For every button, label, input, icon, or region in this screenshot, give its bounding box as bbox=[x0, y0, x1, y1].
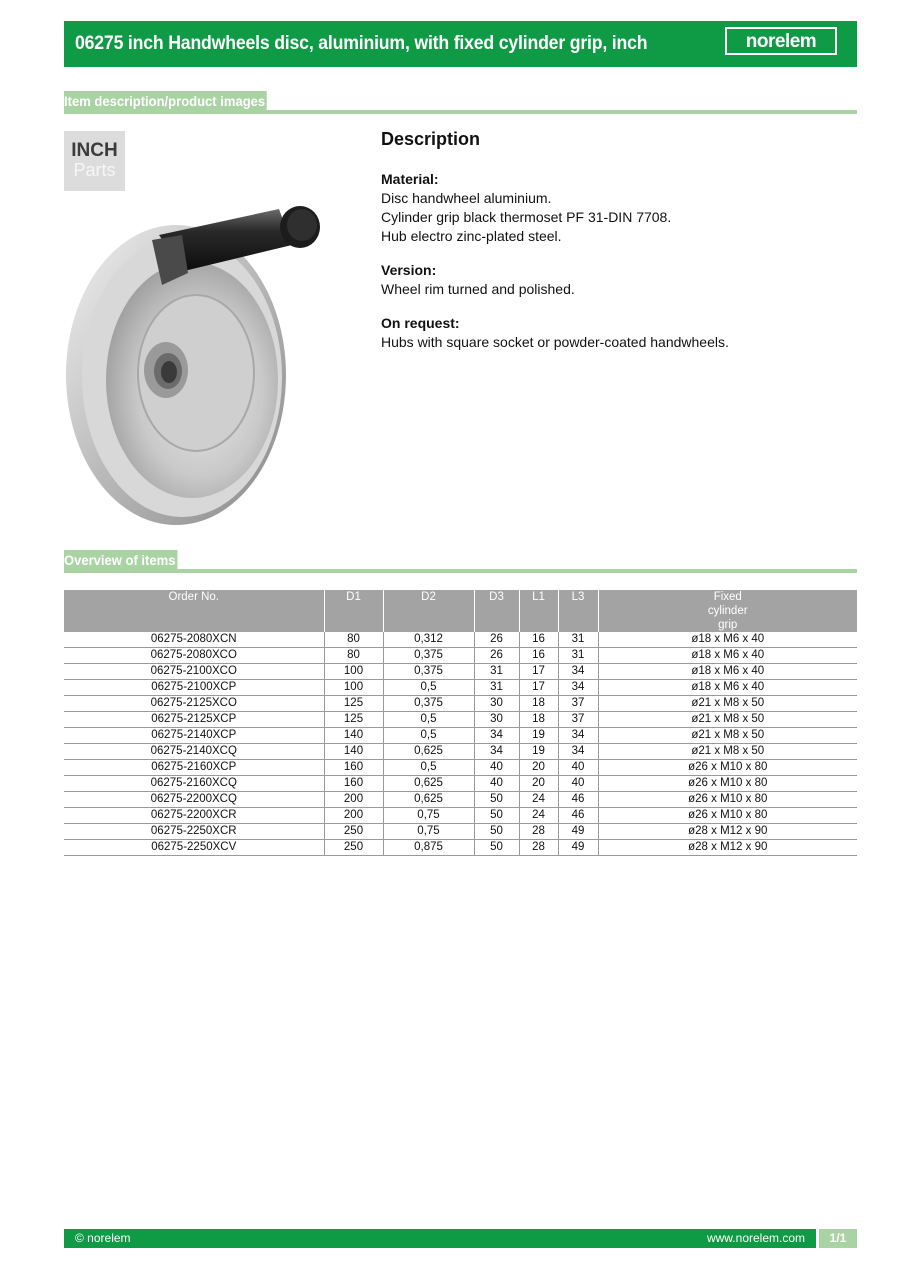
table-row bbox=[64, 632, 857, 648]
table-cell: 31 bbox=[558, 648, 598, 664]
table-body bbox=[64, 632, 857, 856]
table-cell: 250 bbox=[324, 840, 383, 856]
column-header: D3 bbox=[474, 590, 519, 632]
table-cell: 06275-2100XCP bbox=[64, 680, 324, 696]
table-cell: 140 bbox=[324, 744, 383, 760]
table-cell: 37 bbox=[558, 696, 598, 712]
table-cell: 06275-2200XCQ bbox=[64, 792, 324, 808]
table-cell: ø28 x M12 x 90 bbox=[598, 824, 857, 840]
table-cell: 0,625 bbox=[383, 792, 474, 808]
table-row bbox=[64, 712, 857, 728]
table-row bbox=[64, 696, 857, 712]
on-request-block bbox=[381, 314, 851, 352]
page-number: 1/1 bbox=[816, 1229, 857, 1248]
table-row bbox=[64, 680, 857, 696]
table-header-row bbox=[64, 590, 857, 632]
table-cell: 0,375 bbox=[383, 664, 474, 680]
table-cell: 30 bbox=[474, 712, 519, 728]
table-cell: 0,375 bbox=[383, 648, 474, 664]
table-cell: 0,5 bbox=[383, 760, 474, 776]
table-row bbox=[64, 648, 857, 664]
section-rule bbox=[64, 569, 857, 573]
inch-parts-badge bbox=[64, 131, 125, 191]
table-row bbox=[64, 824, 857, 840]
page-header bbox=[64, 21, 857, 67]
table-cell: 26 bbox=[474, 648, 519, 664]
table-cell: 16 bbox=[519, 648, 558, 664]
table-cell: 40 bbox=[474, 760, 519, 776]
logo-wordmark bbox=[729, 31, 833, 51]
table-row bbox=[64, 664, 857, 680]
table-cell: 06275-2200XCR bbox=[64, 808, 324, 824]
table-row bbox=[64, 760, 857, 776]
column-header: D1 bbox=[324, 590, 383, 632]
section-label-description: Item description/product images bbox=[64, 91, 267, 112]
table-row bbox=[64, 744, 857, 760]
table-cell: 20 bbox=[519, 776, 558, 792]
table-cell: ø18 x M6 x 40 bbox=[598, 632, 857, 648]
table-cell: 160 bbox=[324, 760, 383, 776]
table-row bbox=[64, 776, 857, 792]
table-cell: 19 bbox=[519, 728, 558, 744]
table-cell: ø26 x M10 x 80 bbox=[598, 808, 857, 824]
table-cell: 0,375 bbox=[383, 696, 474, 712]
column-header: L3 bbox=[558, 590, 598, 632]
table-cell: 80 bbox=[324, 632, 383, 648]
table-row bbox=[64, 840, 857, 856]
table-cell: 125 bbox=[324, 696, 383, 712]
table-cell: 125 bbox=[324, 712, 383, 728]
table-cell: 50 bbox=[474, 792, 519, 808]
table-cell: 31 bbox=[558, 632, 598, 648]
table-cell: ø18 x M6 x 40 bbox=[598, 648, 857, 664]
table-cell: 24 bbox=[519, 792, 558, 808]
badge-line-2: Parts bbox=[73, 160, 116, 180]
table-cell: 06275-2160XCQ bbox=[64, 776, 324, 792]
table-cell: 34 bbox=[474, 744, 519, 760]
table-cell: 06275-2250XCR bbox=[64, 824, 324, 840]
table-cell: 06275-2080XCO bbox=[64, 648, 324, 664]
page-title: 06275 inch Handwheels disc, aluminium, with fixed cylinder grip, inch bbox=[75, 33, 648, 54]
table-cell: 20 bbox=[519, 760, 558, 776]
table-cell: ø18 x M6 x 40 bbox=[598, 680, 857, 696]
version-block bbox=[381, 261, 851, 299]
table-cell: 34 bbox=[474, 728, 519, 744]
table-cell: 34 bbox=[558, 744, 598, 760]
table-cell: ø26 x M10 x 80 bbox=[598, 760, 857, 776]
table-cell: 50 bbox=[474, 808, 519, 824]
table-cell: 06275-2125XCO bbox=[64, 696, 324, 712]
column-header: Order No. bbox=[64, 590, 324, 632]
handwheel-product-image bbox=[64, 195, 326, 530]
table-cell: 28 bbox=[519, 840, 558, 856]
material-line: Disc handwheel aluminium. bbox=[381, 190, 552, 206]
table-cell: 100 bbox=[324, 664, 383, 680]
svg-text:norelem: norelem bbox=[745, 31, 817, 51]
table-cell: 140 bbox=[324, 728, 383, 744]
footer-website-link[interactable]: www.norelem.com bbox=[706, 1231, 805, 1245]
description-title: Description bbox=[381, 129, 481, 149]
material-block bbox=[381, 170, 851, 246]
table-cell: ø21 x M8 x 50 bbox=[598, 712, 857, 728]
table-cell: 80 bbox=[324, 648, 383, 664]
table-cell: 0,625 bbox=[383, 776, 474, 792]
overview-section-head bbox=[64, 550, 857, 573]
table-cell: ø26 x M10 x 80 bbox=[598, 792, 857, 808]
table-cell: 0,5 bbox=[383, 712, 474, 728]
table-cell: 06275-2080XCN bbox=[64, 632, 324, 648]
table-cell: 06275-2140XCP bbox=[64, 728, 324, 744]
table-cell: 0,75 bbox=[383, 824, 474, 840]
table-cell: 0,5 bbox=[383, 680, 474, 696]
table-cell: 0,312 bbox=[383, 632, 474, 648]
section-rule bbox=[64, 110, 857, 114]
table-cell: 06275-2100XCO bbox=[64, 664, 324, 680]
table-cell: ø18 x M6 x 40 bbox=[598, 664, 857, 680]
table-cell: 06275-2160XCP bbox=[64, 760, 324, 776]
table-cell: 06275-2125XCP bbox=[64, 712, 324, 728]
table-cell: 100 bbox=[324, 680, 383, 696]
on-request-label: On request: bbox=[381, 315, 460, 331]
table-cell: 40 bbox=[558, 760, 598, 776]
table-cell: 250 bbox=[324, 824, 383, 840]
table-row bbox=[64, 792, 857, 808]
description-block bbox=[381, 128, 851, 367]
table-cell: 50 bbox=[474, 840, 519, 856]
badge-line-1: INCH bbox=[71, 140, 118, 161]
table-cell: 46 bbox=[558, 792, 598, 808]
material-line: Hub electro zinc-plated steel. bbox=[381, 228, 562, 244]
table-cell: 40 bbox=[474, 776, 519, 792]
section-label-overview: Overview of items bbox=[64, 550, 177, 571]
table-cell: 34 bbox=[558, 664, 598, 680]
table-cell: 06275-2140XCQ bbox=[64, 744, 324, 760]
table-cell: 28 bbox=[519, 824, 558, 840]
description-section-head bbox=[64, 91, 857, 114]
material-label: Material: bbox=[381, 171, 439, 187]
material-line: Cylinder grip black thermoset PF 31-DIN 7708. bbox=[381, 209, 672, 225]
table-cell: 26 bbox=[474, 632, 519, 648]
table-cell: ø21 x M8 x 50 bbox=[598, 696, 857, 712]
table-cell: 31 bbox=[474, 664, 519, 680]
table-cell: ø21 x M8 x 50 bbox=[598, 744, 857, 760]
footer-copyright: © norelem bbox=[75, 1231, 131, 1245]
table-cell: 17 bbox=[519, 680, 558, 696]
page-footer bbox=[64, 1229, 857, 1248]
table-cell: 49 bbox=[558, 840, 598, 856]
table-cell: 0,75 bbox=[383, 808, 474, 824]
items-table bbox=[64, 590, 857, 856]
table-cell: 19 bbox=[519, 744, 558, 760]
table-cell: 37 bbox=[558, 712, 598, 728]
table-cell: 46 bbox=[558, 808, 598, 824]
column-header: L1 bbox=[519, 590, 558, 632]
table-cell: 200 bbox=[324, 792, 383, 808]
table-cell: 16 bbox=[519, 632, 558, 648]
column-header: Fixed cylinder grip bbox=[598, 590, 857, 632]
on-request-line: Hubs with square socket or powder-coated handwheels. bbox=[381, 334, 729, 350]
table-cell: 0,875 bbox=[383, 840, 474, 856]
norelem-logo bbox=[725, 27, 837, 55]
table-cell: 160 bbox=[324, 776, 383, 792]
table-cell: ø21 x M8 x 50 bbox=[598, 728, 857, 744]
table-cell: 200 bbox=[324, 808, 383, 824]
table-cell: 06275-2250XCV bbox=[64, 840, 324, 856]
table-cell: 49 bbox=[558, 824, 598, 840]
version-line: Wheel rim turned and polished. bbox=[381, 281, 575, 297]
table-cell: 0,5 bbox=[383, 728, 474, 744]
table-row bbox=[64, 808, 857, 824]
table-cell: ø28 x M12 x 90 bbox=[598, 840, 857, 856]
column-header: D2 bbox=[383, 590, 474, 632]
table-row bbox=[64, 728, 857, 744]
table-cell: 34 bbox=[558, 728, 598, 744]
table-cell: 34 bbox=[558, 680, 598, 696]
table-cell: 18 bbox=[519, 696, 558, 712]
table-cell: 17 bbox=[519, 664, 558, 680]
table-cell: 18 bbox=[519, 712, 558, 728]
table-cell: 40 bbox=[558, 776, 598, 792]
table-cell: 50 bbox=[474, 824, 519, 840]
table-cell: 30 bbox=[474, 696, 519, 712]
table-cell: 31 bbox=[474, 680, 519, 696]
table-cell: ø26 x M10 x 80 bbox=[598, 776, 857, 792]
table-cell: 0,625 bbox=[383, 744, 474, 760]
version-label: Version: bbox=[381, 262, 437, 278]
table-cell: 24 bbox=[519, 808, 558, 824]
